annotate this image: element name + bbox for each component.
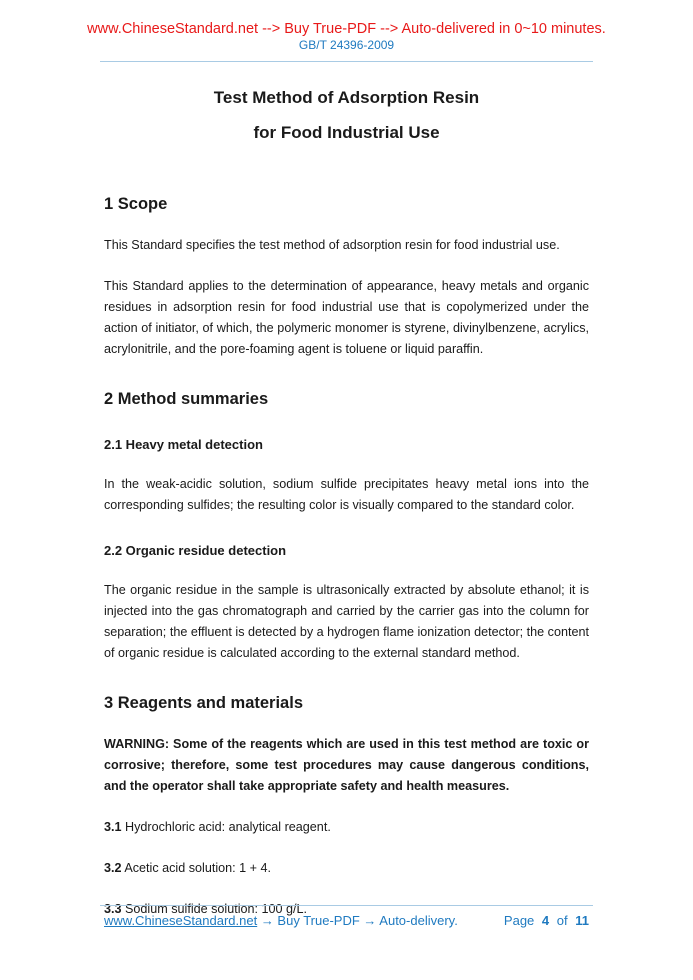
subsection-heading-organic-residue: 2.2 Organic residue detection	[104, 543, 287, 558]
reagent-item-text: Sodium sulfide solution: 100 g/L.	[125, 902, 308, 916]
header-rule	[100, 61, 593, 62]
document-title	[0, 87, 693, 144]
organic-residue-paragraph: The organic residue in the sample is ultrasonically extracted by absolute ethanol; it is injected into the gas chromatograph and carried by the carrier gas into the column for separation; the effluent is detected by a hydrogen flame ionization detector; the content of organic residue is calculated according to the external standard method.	[104, 583, 589, 660]
reagent-item-number: 3.3	[104, 902, 122, 916]
footer-rule	[100, 905, 593, 906]
title-line-1: Test Method of Adsorption Resin	[213, 88, 480, 107]
reagent-item-text: Hydrochloric acid: analytical reagent.	[125, 820, 331, 834]
document-body	[0, 144, 693, 920]
scope-paragraph-1: This Standard specifies the test method of adsorption resin for food industrial use.	[104, 238, 560, 252]
reagent-item	[104, 797, 589, 838]
page-footer	[0, 905, 693, 929]
total-pages-number: 11	[575, 913, 589, 928]
warning-paragraph: WARNING: Some of the reagents which are used in this test method are toxic or corrosive; therefore, some test procedures may cause dangerous conditions, and the operator shall take appropriate safety and health measures.	[104, 737, 589, 793]
heavy-metal-paragraph: In the weak-acidic solution, sodium sulfide precipitates heavy metal ions into the corresponding sulfides; the resulting color is visually compared to the standard color.	[104, 477, 589, 512]
footer-site-link[interactable]: www.ChineseStandard.net	[104, 913, 258, 928]
page-word: Page	[503, 913, 535, 928]
standard-code: GB/T 24396-2009	[298, 38, 395, 52]
reagent-item-number: 3.2	[104, 861, 122, 875]
page-indicator	[500, 912, 589, 929]
promo-banner: www.ChineseStandard.net --> Buy True-PDF --> Auto-delivered in 0~10 minutes.	[87, 21, 606, 37]
section-heading-scope: 1 Scope	[104, 195, 168, 213]
section-heading-methods: 2 Method summaries	[104, 390, 269, 408]
footer-promo	[104, 912, 458, 929]
reagent-item-number: 3.1	[104, 820, 122, 834]
scope-paragraph-2: This Standard applies to the determination of appearance, heavy metals and organic residues in adsorption resin for food industrial use that is copolymerized under the action of initiator, of which, the polymeric monomer is styrene, divinylbenzene, acrylics, acrylonitrile, and the pore-foaming agent is toluene or liquid paraffin.	[104, 279, 589, 356]
of-word: of	[556, 913, 568, 928]
reagent-item	[104, 838, 589, 879]
current-page-number: 4	[541, 913, 550, 928]
footer-promo-tail: → Buy True-PDF → Auto-delivery.	[257, 913, 458, 928]
reagent-item-text: Acetic acid solution: 1 + 4.	[124, 861, 271, 875]
title-line-2: for Food Industrial Use	[253, 123, 440, 142]
subsection-heading-heavy-metal: 2.1 Heavy metal detection	[104, 437, 263, 452]
page-header	[0, 0, 693, 62]
section-heading-reagents: 3 Reagents and materials	[104, 694, 303, 712]
